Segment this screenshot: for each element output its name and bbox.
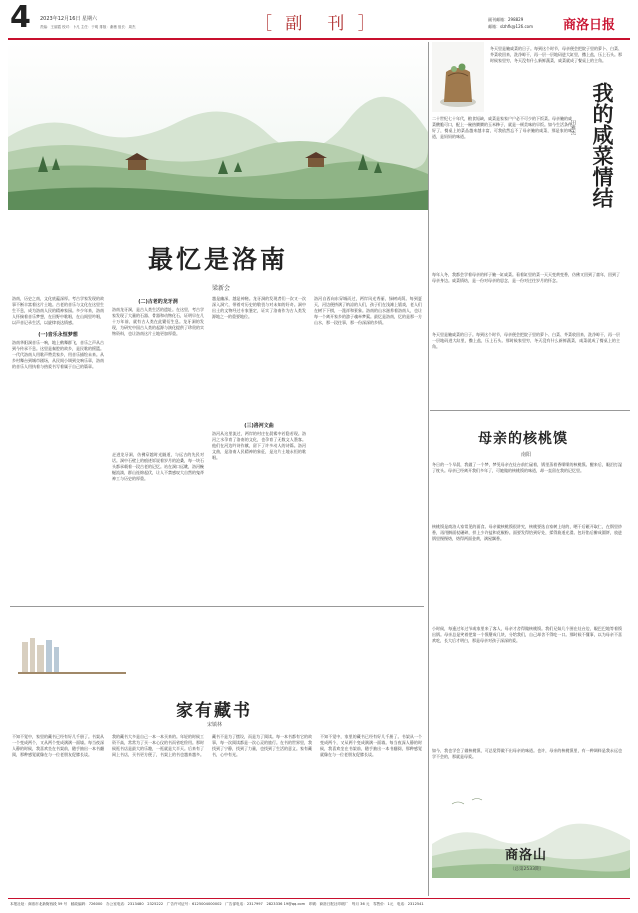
article-4-body-1: 冬日的一个早晨，我做了一个梦，梦见母亲在灶台前忙碌着，锅里蒸着香喷喷的核桃馍。醒来后，眼泪打湿了枕头。母亲已经离开我们多年了，可她做的核桃馍的味道，却一直留在我的记忆里。 [432,462,622,473]
article-2-body-3: 每年入冬，我都会学着母亲的样子腌一缸咸菜。看着缸里的菜一天天变黄变香，仿佛又回到了童年，回到了母亲身边。咸菜情结，是一份对母亲的思念，是一份对过往岁月的怀念。 [432,272,620,283]
article-4-author: 南阳 [521,452,532,458]
article-1-col-2-a: 洛南龙牙洞，是古人类生活的遗址。在这里，考古学家发现了大量的石器、骨器和动物化石，证明早在几十万年前，就有古人类在此繁衍生息。龙牙洞的发现，为研究中国古人类的起源与演化提供了珍贵的实物资料，也让洛南这片土地更加厚重。 [112,307,204,336]
article-2-author: 田雅杰 [570,120,576,135]
article-3-col-3: 藏书不是为了摆设，而是为了阅读。每一本书都有它的故事，每一次阅读都是一次心灵的旅行。在书的世界里，我找到了宁静，找到了力量，也找到了生活的意义。家有藏书，心中有光。 [212,734,312,757]
bookshelf-illustration [12,612,132,682]
article-2-divider [430,410,630,411]
article-1-col-4: 洛河自西向东穿城而过，两岸风光秀丽，绿树成荫。每到夏天，河边便挤满了纳凉的人们，孩子们在浅滩上嬉戏，老人们在树下下棋，一派祥和景象。洛南的山水滋养着洛南人，也让每一个离开家乡的游子魂牵梦萦。最忆是洛南，忆的是那一方山水，那一段往事，那一份深深的乡情。 [314,296,422,325]
article-1-subhead-1: (一)音乐永恒梦想 [38,332,78,338]
article-2-illustration [432,42,484,112]
footer-info: 本报社址：商洛市北新街西段 59 号 邮政编码：726000 办公室电话：2313480 2325222 广告许可证号：6125004000002 广告部电话：2317997 2823336 19@qq.com 印刷：商洛日报社印刷厂 每月 36 元 零售价：1元 电话：2312541 [10,902,424,906]
article-2-body-2: 二十世纪七十年代，粮食短缺，咸菜是家家户户必不可少的下饭菜。母亲腌的咸菜酸脆可口，配上一碗热腾腾的玉米糁子，就是一顿美味的早饭。如今生活条件好了，餐桌上的菜品越来越丰富，可我依然忘不了母亲腌的咸菜，那是家的味道，是妈妈的味道。 [432,116,572,139]
article-1-subhead-2: (二)古老的龙牙洞 [138,299,178,305]
contact-line-1: 副刊邮箱：298829 [488,17,524,22]
article-1-col-2-b: 走进龙牙洞，仿佛穿越时光隧道，与远古的先民对话。洞中石壁上的痕迹诉说着岁月的沧桑，每一块石头都承载着一段古老的记忆。站在洞口远眺，洛河蜿蜒流淌，群山连绵起伏，让人不禁感叹大自然的鬼斧神工与历史的厚重。 [112,452,204,481]
contact-line-2: 邮箱：slzhfk@126.com [488,24,534,29]
article-4-title: 母亲的核桃馍 [478,431,568,447]
masthead-rule [8,38,630,40]
article-3-col-2: 我的藏书大多是自己一本一本买来的。年轻的时候工资不高，常常为了买一本心仪的书而省吃俭用。那时候逛书店是最大的乐趣，一逛就是大半天。后来有了网上书店，买书更方便了，书架上的书也越来越多。 [112,734,204,757]
article-1-divider [10,606,424,607]
article-2-body-1: 冬天里是腌咸菜的日子。每到这个时节，母亲便会把院子里的萝卜、白菜、芥菜收回来，洗净晾干，再一层一层地码进大缸里，撒上盐，压上石头。那时候家里穷，冬天没有什么新鲜蔬菜，咸菜就成了餐桌上的主角。 [490,46,622,63]
article-4-body-3: 小时候，每逢过年过节或家里来了客人，母亲才舍得做核桃馍。我们兄妹几个围在灶台边，眼巴巴地等着馍出锅。母亲总是笑着把第一个馍掰成几块，分给我们，自己却舍不得吃一口。那时候不懂事，以为母亲不喜欢吃，长大后才明白，那是母亲对孩子深深的爱。 [432,626,622,643]
article-1-col-3-a: 越是幽深，越是神秘。龙牙洞的发现者们一次又一次深入洞穴，带着对历史的敬畏与对未知的好奇。洞中出土的文物经过专家鉴定，证实了洛南作为古人类发源地之一的重要地位。 [212,296,306,319]
article-4-body-4: 如今，我也学会了做核桃馍，可总觉得做不出母亲的味道。也许，母亲的核桃馍里，有一种调料是我永远也学不会的，那就是母爱。 [432,748,622,759]
article-3-title: 家有藏书 [176,701,252,721]
page-number: 4 [10,0,31,35]
article-1-col-1-b: 洛南华阳洞音乐一响，地上鹤舞群飞，音乐之声从古到今传承不息。这里是秦腔的故乡，是民歌的摇篮。一代代洛南人用歌声赞美家乡，用音乐描绘未来。从乡村舞台到城市剧场，从民间小调到交响乐章，洛南的音乐人用执着与热爱书写着属于自己的篇章。 [12,340,104,369]
section-title: ［ 副 刊 ］ [255,14,379,34]
article-3-col-4: 不知不觉中，家里的藏书已经有好几千册了。书架从一个变成两个，又从两个变成满满一面墙。每当夜深人静的时候，我喜欢坐在书架前，随手抽出一本书翻阅，那种感觉就像在与一位老朋友促膝长谈。 [320,734,422,757]
article-2-body-4: 冬天里是腌咸菜的日子。每到这个时节，母亲便会把院子里的萝卜、白菜、芥菜收回来，洗净晾干，再一层一层地码进大缸里，撒上盐，压上石头。那时候家里穷，冬天没有什么新鲜蔬菜，咸菜就成了餐桌上的主角。 [432,332,620,349]
article-2-title: 我的咸菜情结 [590,82,615,208]
issue-date: 2023年12月16日 星期六 [40,16,98,22]
article-4-body-2: 核桃馍是商洛人家常见的面食。母亲做核桃馍很讲究，核桃要选自家树上结的，晒干后砸开取仁，在锅里炒香，再用擀面杖碾碎，拌上少许盐和花椒粉。面要发得恰到好处，揉得筋道光滑。包好馅后擀成圆饼，放进锅里慢慢烙，烙得两面金黄，满屋飘香。 [432,524,622,541]
editor-line: 责编：王丽霞 校对：卜凡 主任：于明 排版：谢薇 组长：周杰 [40,25,136,29]
article-3-col-1: 不知不觉中，家里的藏书已经有好几千册了。书架从一个变成两个，又从两个变成满满一面墙。每当夜深人静的时候，我喜欢坐在书架前，随手抽出一本书翻阅，那种感觉就像在与一位老朋友促膝长谈。 [12,734,104,757]
column-separator [428,42,429,896]
article-1-col-3-b: 洛河从这里流过，两岸的村庄在晨雾中若隐若现。洛河之水孕育了洛南的文化，也孕育了无数文人墨客。他们在河边吟诗作赋，留下了许多动人的诗篇。洛河文曲，是洛南人民精神的象征，是这片土地永恒的歌唱。 [212,431,306,460]
article-1-title: 最忆是洛南 [148,245,289,274]
article-1-col-1-a: 洛南，历史之南，文化底蕴深厚。考古学家发现的故事不断丰富着这片土地。古老的音乐与文化在这里生生不息，成为洛南人民的精神家园。多少年来，洛南人怀揣着音乐梦想，在田野中歌唱，在山间里吟唱，以声音记录生活，以旋律表达情感。 [12,296,104,325]
column-name: 商洛山 [505,848,548,863]
column-issue: （总第2533期） [510,867,544,872]
footer-rule [8,898,630,899]
newspaper-logo: 商洛日报 [563,18,616,33]
article-3-author: 宋镇林 [207,722,223,728]
article-1-author: 梁新会 [212,285,231,292]
landscape-illustration [8,42,428,210]
article-1-subhead-3: (三)洛河文曲 [244,423,274,429]
